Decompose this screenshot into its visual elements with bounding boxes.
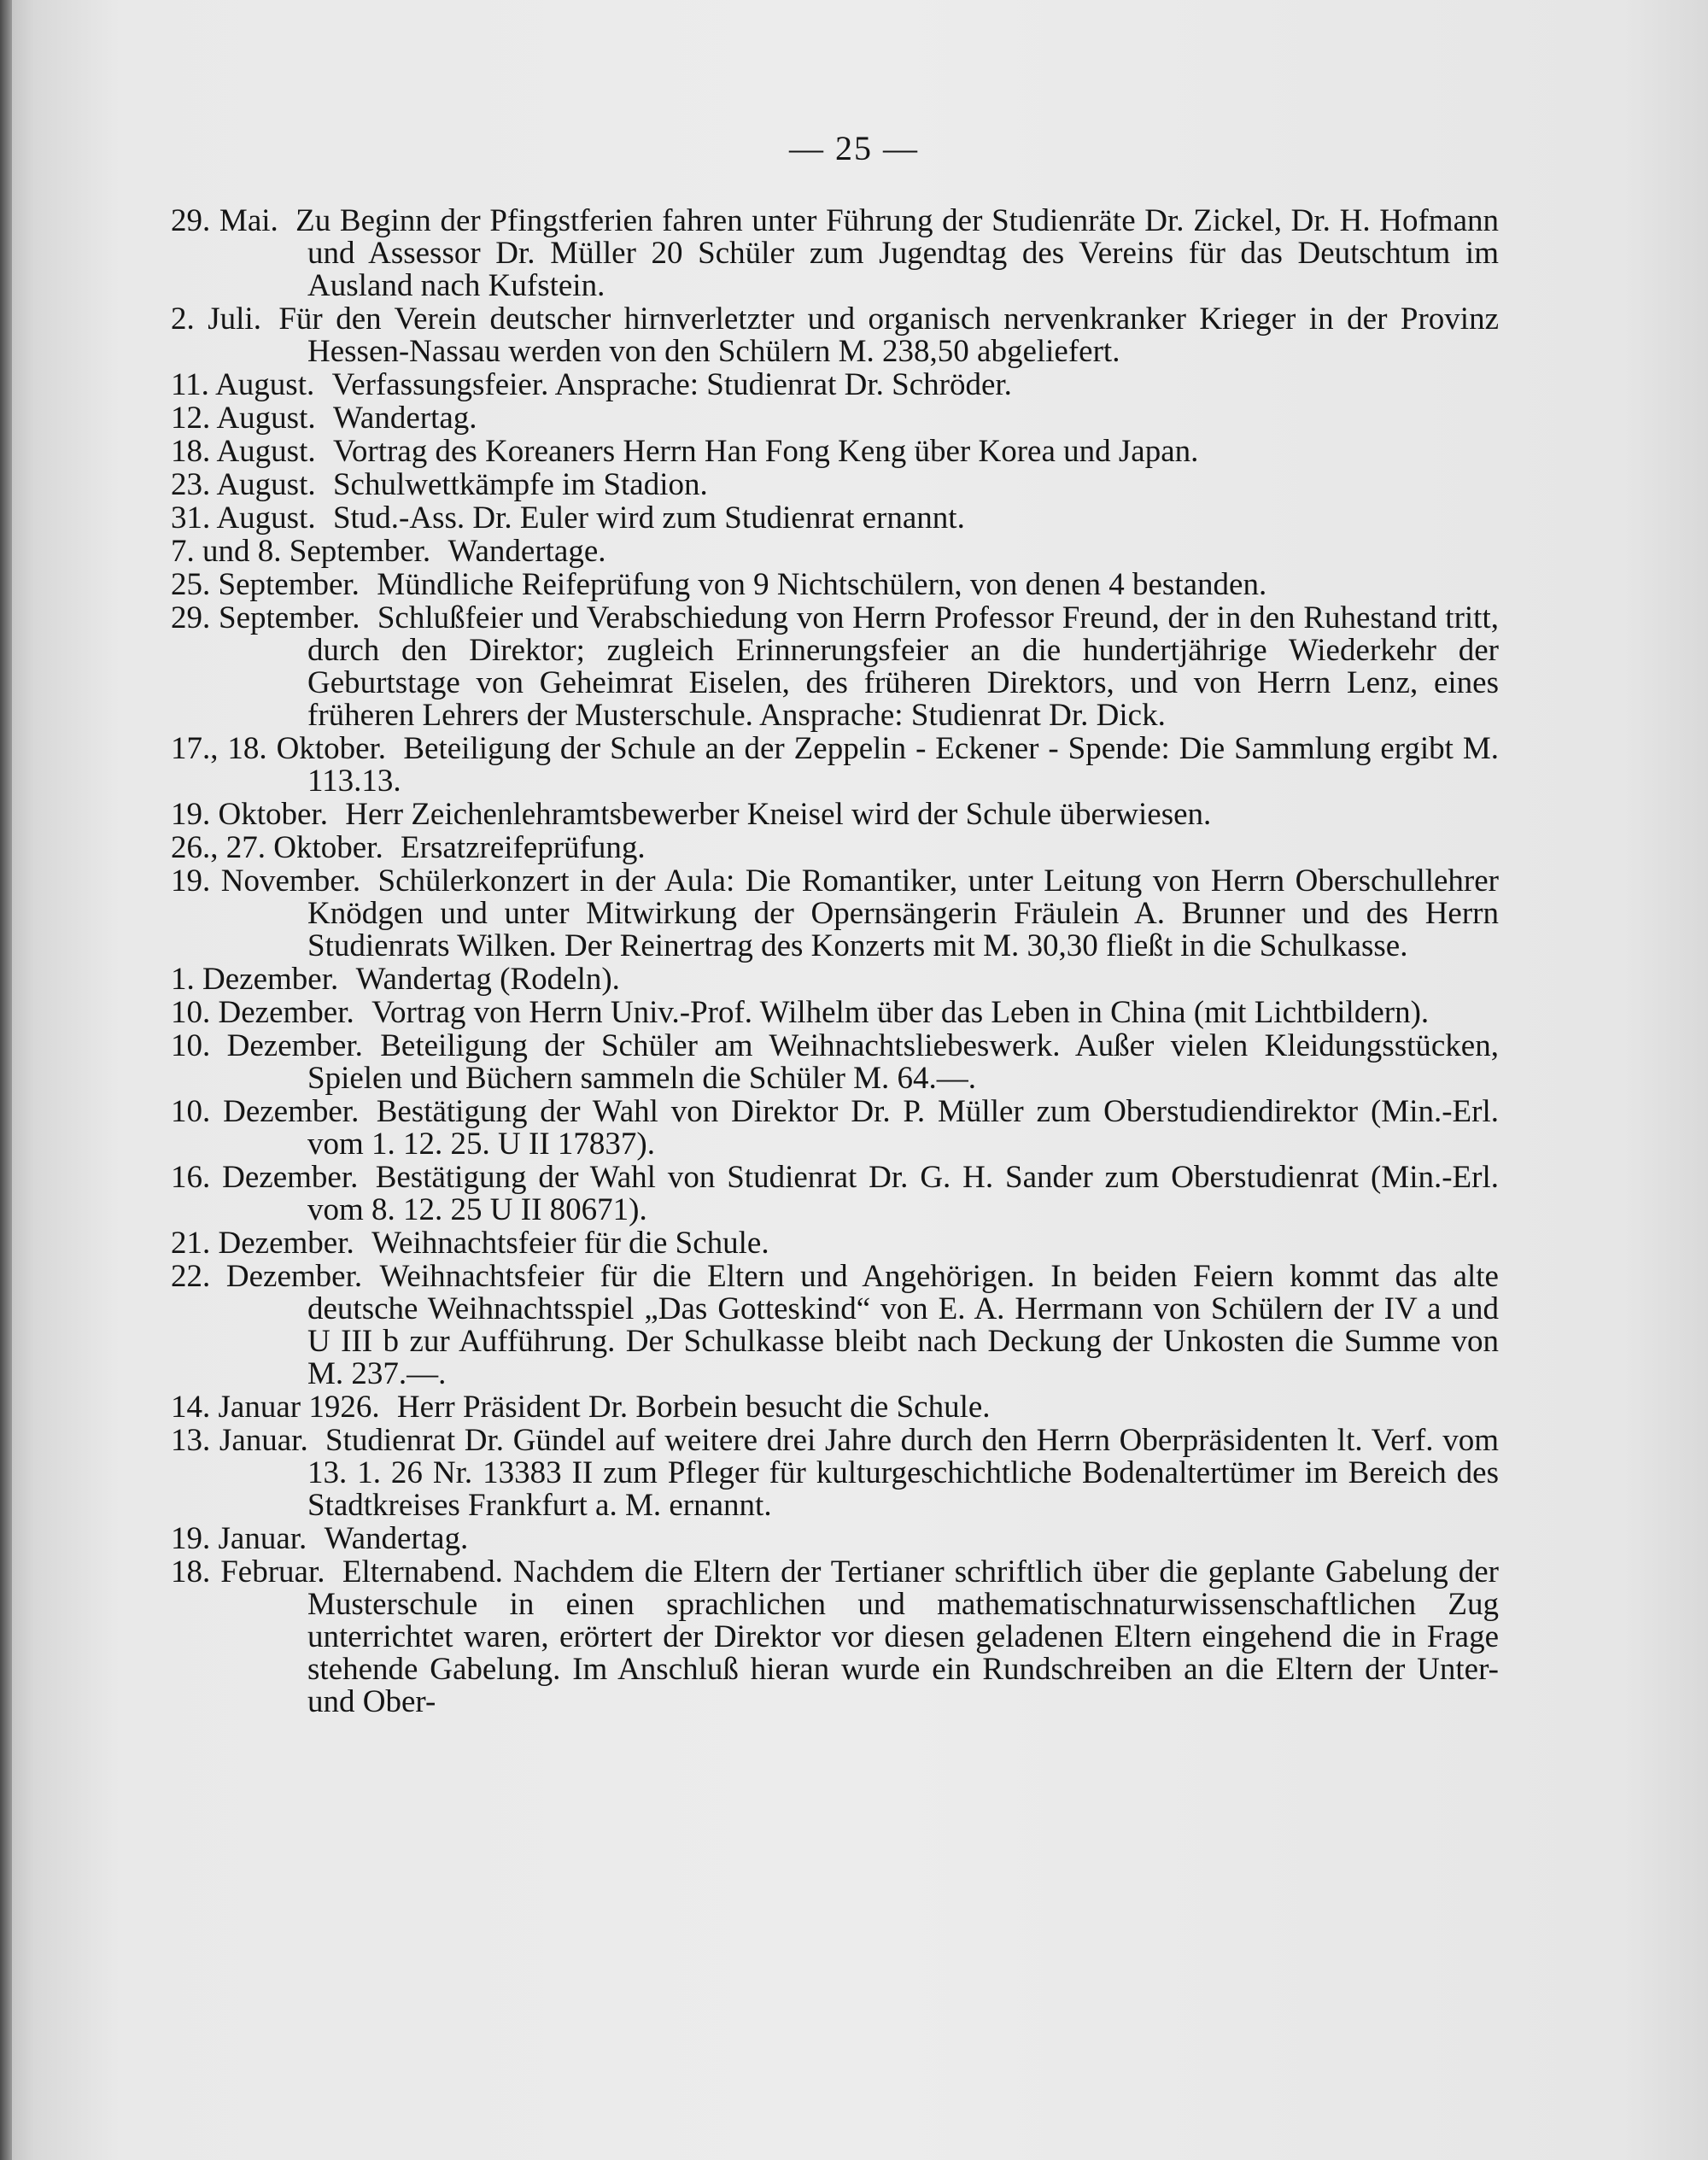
chronicle-entry [171, 536, 1499, 568]
chronicle-entry [171, 1096, 1499, 1161]
entry-text: Studienrat Dr. Gündel auf weitere drei Jahre durch den Herrn Oberpräsidenten lt. Verf. vom 13. 1. 26 Nr. 13383 II zum Pfleger für kulturgeschichtliche Bodenaltertümer im Bereich des Stadtkreises Frankfurt a. M. ernannt. [307, 1423, 1499, 1523]
entry-date: 25. September. [171, 567, 360, 602]
entry-date: 17., 18. Oktober. [171, 731, 387, 766]
entry-date: 31. August. [171, 500, 316, 536]
entry-date: 21. Dezember. [171, 1226, 354, 1261]
chronicle-entry [171, 303, 1499, 368]
entry-date: 10. Dezember. [171, 995, 354, 1030]
chronicle-entry [171, 1523, 1499, 1555]
entry-date: 29. Mai. [171, 203, 278, 238]
entry-text: Für den Verein deutscher hirnverletzter und organisch nervenkranker Krieger in der Provinz Hessen-Nassau werden von den Schülern M. 238,50 abgeliefert. [278, 301, 1499, 369]
entry-text: Beteiligung der Schule an der Zeppelin - Eckener - Spende: Die Sammlung ergibt M. 113.13. [307, 731, 1500, 799]
entry-date: 19. November. [171, 863, 361, 899]
entry-text: Schülerkonzert in der Aula: Die Romantiker, unter Leitung von Herrn Oberschullehrer Knödgen und unter Mitwirkung der Opernsängerin Fräulein A. Brunner und des Herrn Studienrats Wilken. Der Reinertrag des Konzerts mit M. 30,30 fließt in die Schulkasse. [307, 863, 1499, 963]
chronicle-entry [171, 799, 1499, 831]
page-number: — 25 — [789, 129, 919, 167]
chronicle-entry [171, 436, 1499, 468]
entry-text: Herr Präsident Dr. Borbein besucht die Schule. [396, 1390, 991, 1425]
entry-date: 18. August. [171, 434, 316, 469]
entry-text: Beteiligung der Schüler am Weihnachtsliebeswerk. Außer vielen Kleidungsstücken, Spielen und Büchern sammeln die Schüler M. 64.—. [307, 1028, 1499, 1096]
entry-date: 14. Januar 1926. [171, 1390, 380, 1425]
chronicle-entry [171, 1227, 1499, 1260]
entry-date: 2. Juli. [171, 301, 261, 337]
chronicle-entry [171, 1030, 1499, 1095]
entry-text: Weihnachtsfeier für die Eltern und Angehörigen. In beiden Feiern kommt das alte deutsche Weihnachtsspiel „Das Gotteskind“ von E. A. Herrmann von Schülern der IV a und U III b zur Aufführung. Der Schulkasse bleibt nach Deckung der Unkosten die Summe von M. 237.—. [307, 1259, 1499, 1391]
chronicle-entry [171, 997, 1499, 1029]
entry-text: Wandertag (Rodeln). [355, 962, 620, 997]
entry-text: Zu Beginn der Pfingstferien fahren unter Führung der Studienräte Dr. Zickel, Dr. H. Hofmann und Assessor Dr. Müller 20 Schüler zum Jugendtag des Vereins für das Deutschtum im Ausland nach Kufstein. [295, 203, 1499, 303]
chronicle-entry [171, 832, 1499, 864]
entry-date: 7. und 8. September. [171, 534, 431, 569]
chronicle-entry [171, 205, 1499, 302]
entry-text: Wandertag. [332, 401, 477, 436]
entry-date: 29. September. [171, 600, 360, 635]
chronicle-entry [171, 963, 1499, 996]
chronicle-entries [171, 205, 1499, 1719]
entry-text: Schulwettkämpfe im Stadion. [332, 467, 708, 502]
entry-text: Verfassungsfeier. Ansprache: Studienrat Dr. Schröder. [331, 367, 1012, 402]
entry-text: Wandertage. [447, 534, 606, 569]
chronicle-entry [171, 1391, 1499, 1424]
chronicle-entry [171, 1261, 1499, 1390]
binding-edge [0, 0, 12, 2160]
chronicle-entry [171, 502, 1499, 535]
chronicle-entry [171, 1556, 1499, 1718]
chronicle-entry [171, 733, 1499, 798]
chronicle-entry [171, 1162, 1499, 1226]
chronicle-entry [171, 569, 1499, 601]
entry-text: Stud.-Ass. Dr. Euler wird zum Studienrat ernannt. [332, 500, 965, 536]
entry-date: 11. August. [171, 367, 315, 402]
chronicle-entry [171, 402, 1499, 435]
entry-text: Schlußfeier und Verabschiedung von Herrn Professor Freund, der in den Ruhestand tritt, durch den Direktor; zugleich Erinnerungsfeier an die hundertjährige Wiederkehr der Geburtstage von Geheimrat Eiselen, des früheren Direktors, und von Herrn Lenz, eines früheren Lehrers der Musterschule. Ansprache: Studienrat Dr. Dick. [307, 600, 1499, 733]
entry-text: Elternabend. Nachdem die Eltern der Tertianer schriftlich über die geplante Gabelung der Musterschule in einen sprachlichen und mathematischnaturwissenschaftlichen Zug unterrichtet waren, erörtert der Direktor vor diesen geladenen Eltern eingehend die in Frage stehende Gabelung. Im Anschluß hieran wurde ein Rundschreiben an die Eltern der Unter- und Ober- [307, 1554, 1499, 1719]
entry-date: 16. Dezember. [171, 1160, 359, 1195]
chronicle-entry [171, 1425, 1499, 1522]
entry-date: 22. Dezember. [171, 1259, 363, 1294]
entry-date: 13. Januar. [171, 1423, 308, 1458]
entry-date: 23. August. [171, 467, 316, 502]
entry-text: Herr Zeichenlehramtsbewerber Kneisel wird der Schule überwiesen. [345, 797, 1212, 832]
entry-date: 19. Oktober. [171, 797, 328, 832]
entry-text: Mündliche Reifeprüfung von 9 Nichtschülern, von denen 4 bestanden. [377, 567, 1267, 602]
entry-text: Bestätigung der Wahl von Direktor Dr. P. Müller zum Oberstudiendirektor (Min.-Erl. vom 1. 12. 25. U II 17837). [307, 1094, 1499, 1162]
entry-date: 10. Dezember. [171, 1028, 363, 1063]
entry-date: 10. Dezember. [171, 1094, 360, 1129]
entry-date: 18. Februar. [171, 1554, 325, 1589]
chronicle-entry [171, 602, 1499, 732]
chronicle-entry [171, 469, 1499, 501]
entry-date: 12. August. [171, 401, 316, 436]
entry-text: Vortrag von Herrn Univ.-Prof. Wilhelm über das Leben in China (mit Lichtbildern). [371, 995, 1430, 1030]
entry-text: Weihnachtsfeier für die Schule. [371, 1226, 769, 1261]
entry-date: 1. Dezember. [171, 962, 339, 997]
chronicle-entry [171, 865, 1499, 963]
entry-text: Bestätigung der Wahl von Studienrat Dr. G. H. Sander zum Oberstudienrat (Min.-Erl. vom 8. 12. 25 U II 80671). [307, 1160, 1499, 1227]
entry-date: 26., 27. Oktober. [171, 830, 383, 865]
entry-date: 19. Januar. [171, 1521, 307, 1556]
entry-text: Ersatzreifeprüfung. [401, 830, 646, 865]
entry-text: Vortrag des Koreaners Herrn Han Fong Keng über Korea und Japan. [332, 434, 1199, 469]
entry-text: Wandertag. [324, 1521, 469, 1556]
chronicle-entry [171, 369, 1499, 401]
